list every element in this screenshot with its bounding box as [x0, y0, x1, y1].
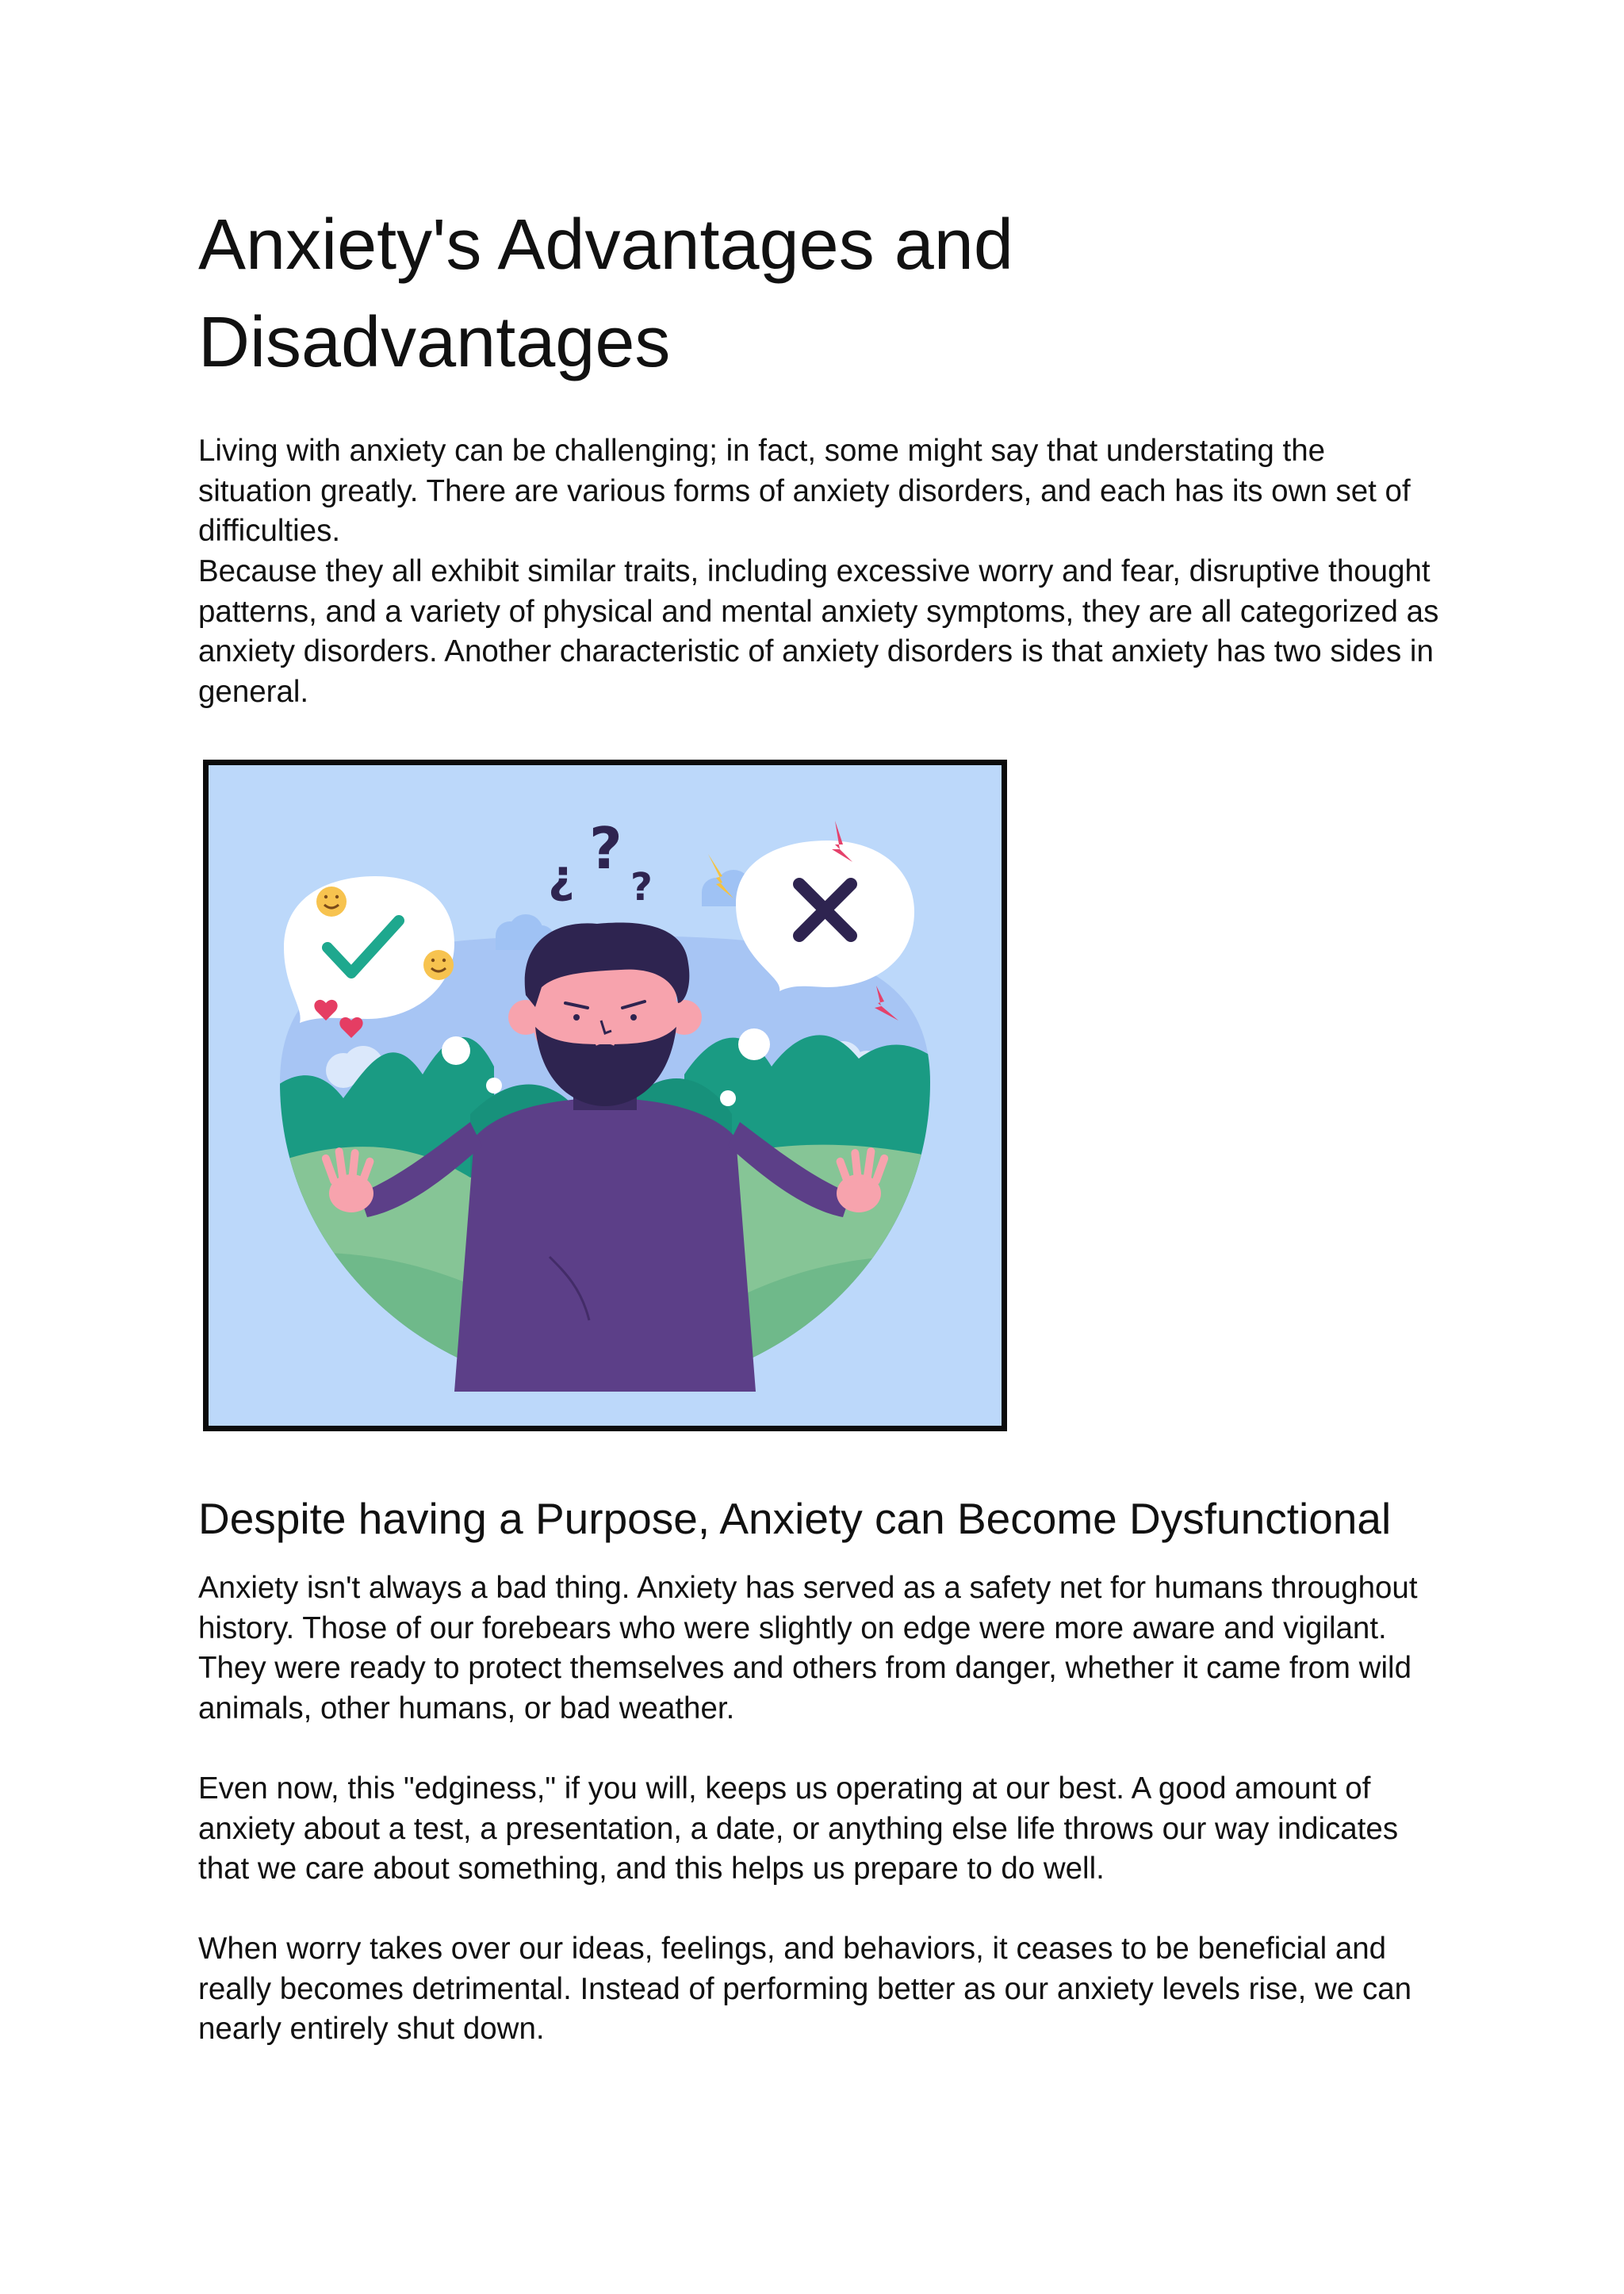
svg-text:?: ? [589, 815, 622, 882]
section-paragraph-1: Anxiety isn't always a bad thing. Anxiety has served as a safety net for humans throughout history. Those of our forebears who were slightly on edge were more aware and vigilant. They were ready to protect themselves and others from danger, whether it came from wild animals, other humans, or bad weather. [198, 1571, 1418, 1725]
intro-paragraph-1: Living with anxiety can be challenging; in fact, some might say that understating the situation greatly. There are various forms of anxiety disorders, and each has its own set of difficulties. [198, 434, 1411, 548]
question-mark-icon [548, 815, 653, 910]
anxiety-illustration [203, 760, 1007, 1431]
section-paragraph-3: When worry takes over our ideas, feelings, and behaviors, it ceases to be beneficial and really becomes detrimental. Instead of performing better as our anxiety levels rise, we can nearly entirely shut down. [198, 1932, 1412, 2046]
smiley-icon [316, 887, 347, 917]
section-heading: Despite having a Purpose, Anxiety can Become Dysfunctional [198, 1494, 1392, 1543]
intro-paragraph-2: Because they all exhibit similar traits, including excessive worry and fear, disruptive thought patterns, and a variety of physical and mental anxiety symptoms, they are all categorized as anxiety disorders. Another characteristic of anxiety disorders is that anxiety has two sides in general. [198, 554, 1439, 709]
section-paragraph-2: Even now, this "edginess," if you will, keeps us operating at our best. A good amount of anxiety about a test, a presentation, a date, or anything else life throws our way indicates that we care about something, and this helps us prepare to do well. [198, 1771, 1399, 1886]
smiley-icon [423, 950, 454, 980]
page-title: Anxiety's Advantages and Disadvantages [198, 205, 1013, 382]
svg-text:?: ? [630, 865, 653, 910]
svg-text:¿: ¿ [548, 849, 575, 903]
